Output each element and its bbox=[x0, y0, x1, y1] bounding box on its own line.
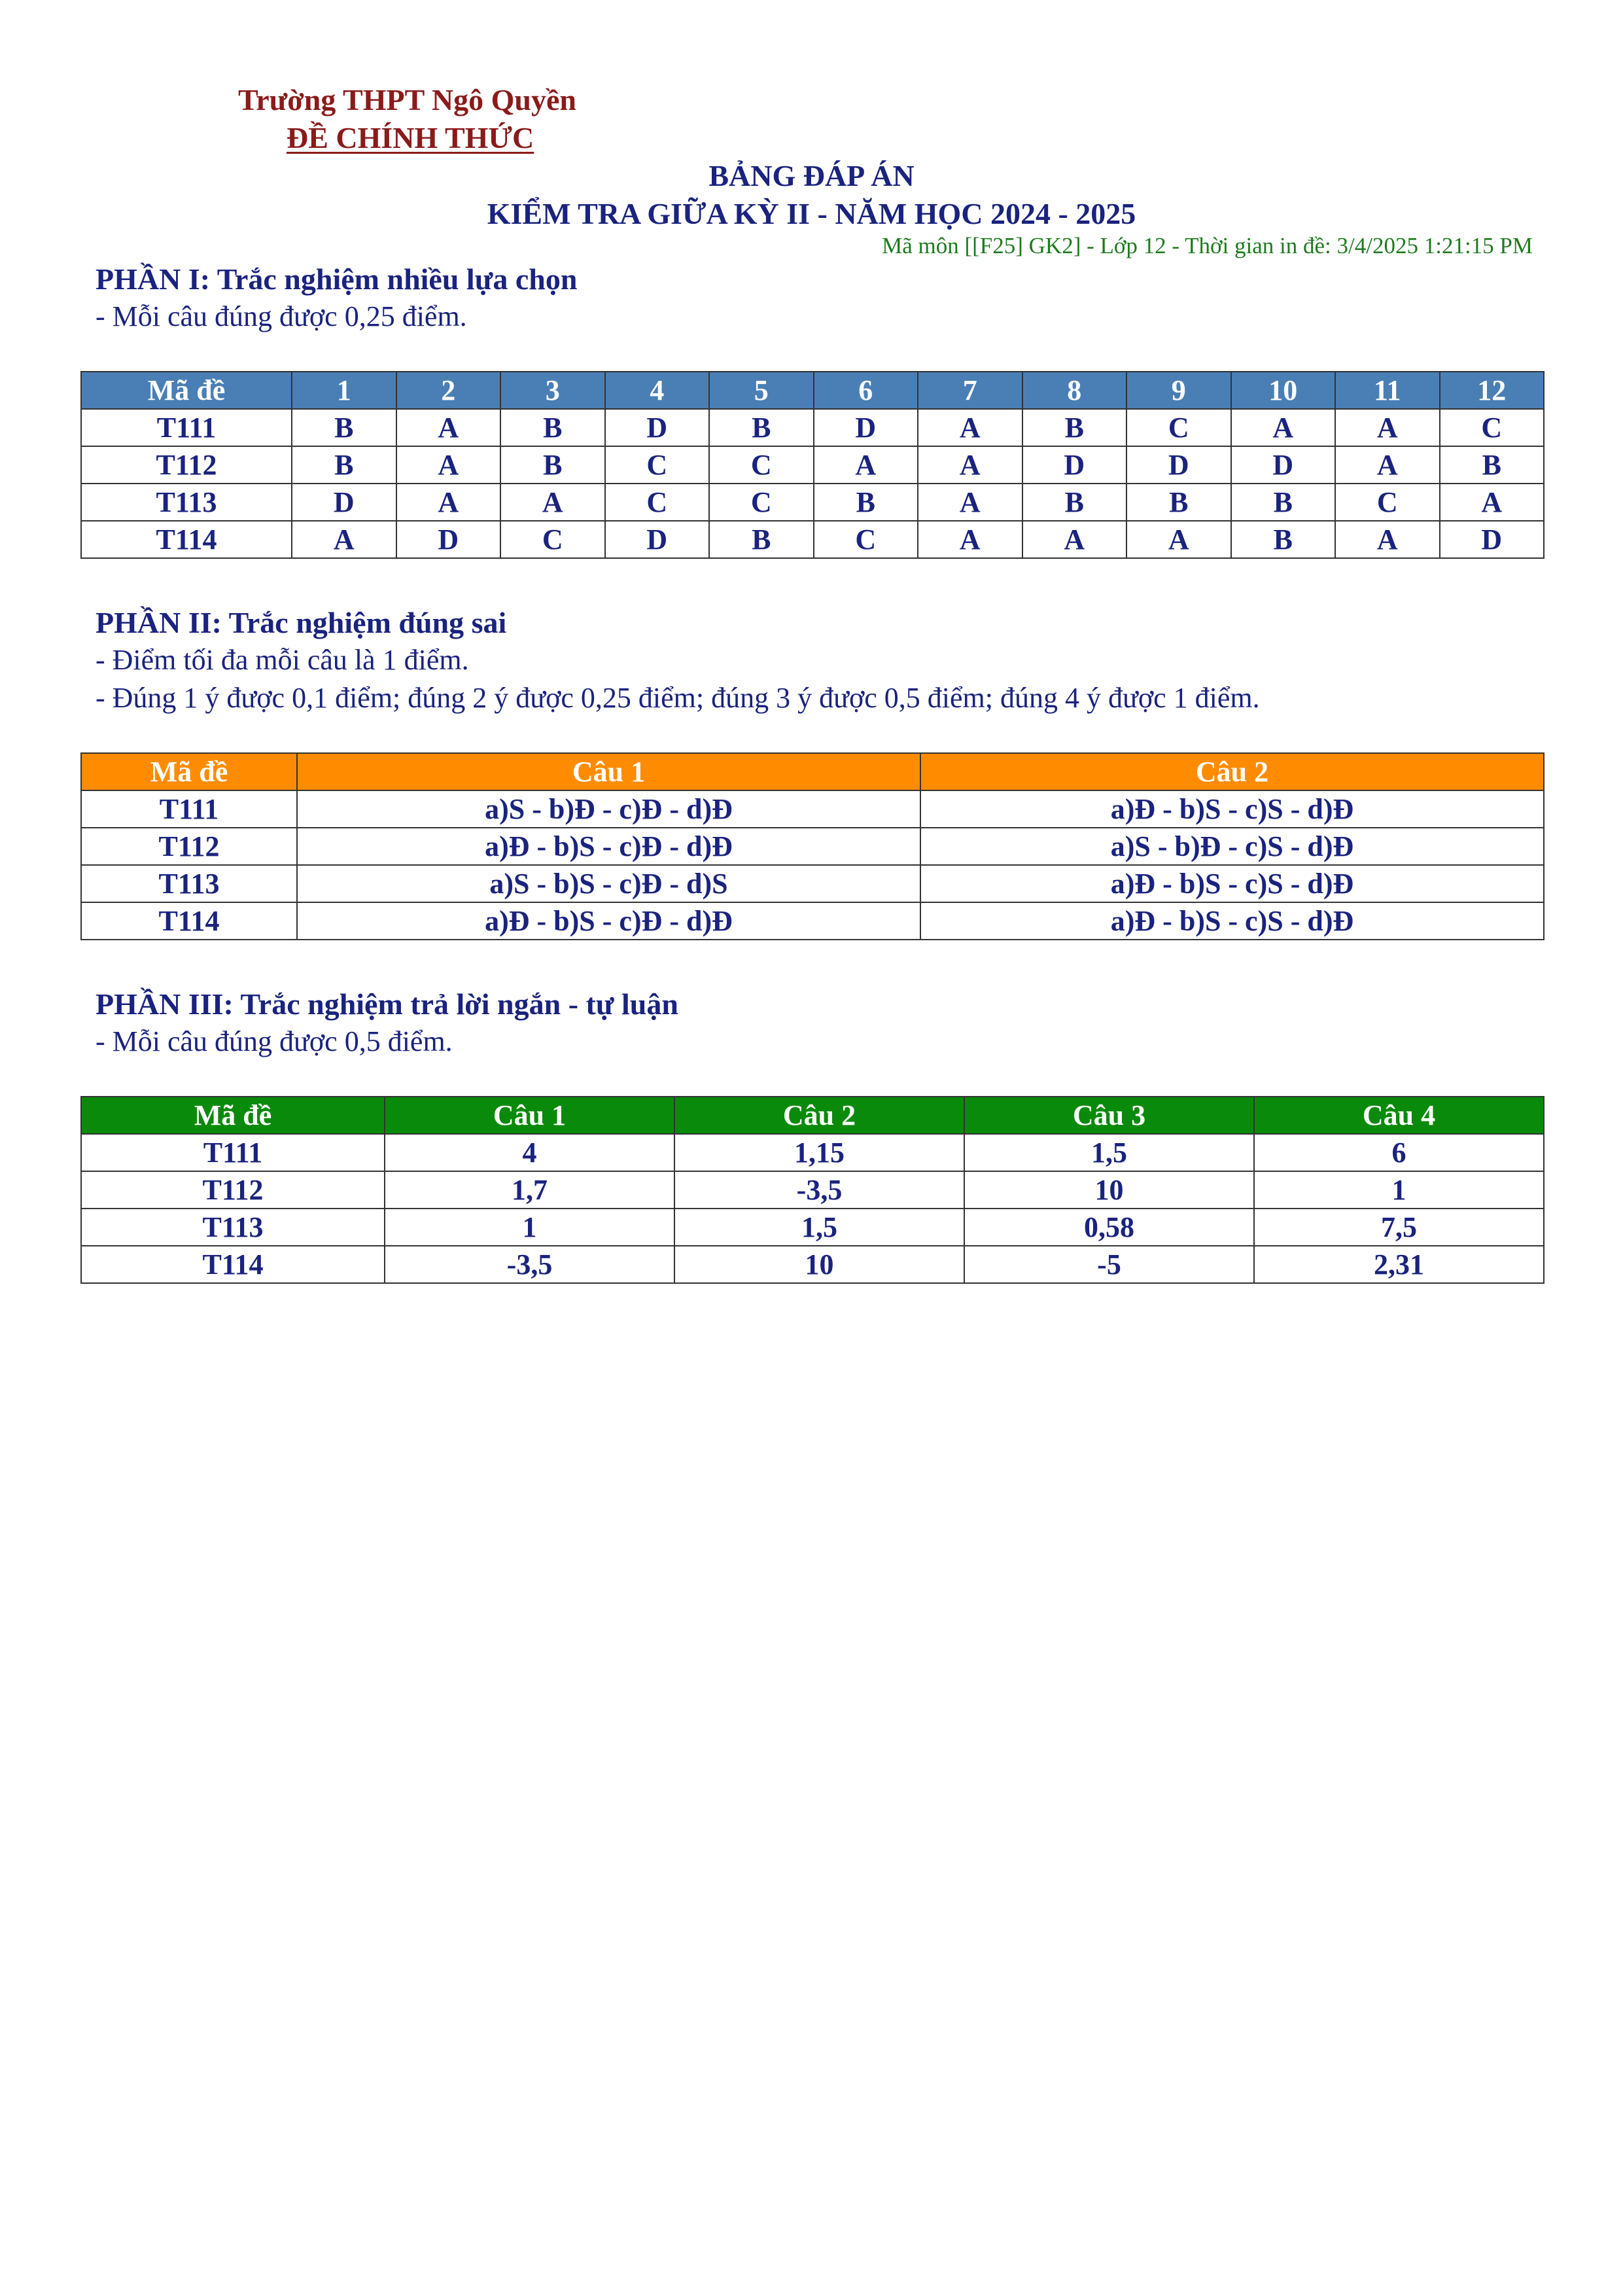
answer-cell: D bbox=[605, 409, 710, 446]
answer-cell: 2,31 bbox=[1254, 1246, 1544, 1283]
column-header: 4 bbox=[605, 372, 710, 409]
answer-cell: B bbox=[1126, 484, 1231, 521]
answer-cell: B bbox=[1231, 521, 1336, 558]
part2-answer-table bbox=[80, 752, 1544, 940]
answer-cell: a)Đ - b)S - c)Đ - d)Đ bbox=[297, 902, 920, 940]
part1-heading: PHẦN I: Trắc nghiệm nhiều lựa chọn bbox=[96, 262, 578, 296]
answer-cell: 7,5 bbox=[1254, 1209, 1544, 1246]
answer-cell: A bbox=[1126, 521, 1231, 558]
answer-cell: B bbox=[1231, 484, 1336, 521]
answer-cell: D bbox=[1440, 521, 1544, 558]
answer-cell: B bbox=[292, 409, 396, 446]
part2-heading: PHẦN II: Trắc nghiệm đúng sai bbox=[96, 606, 507, 639]
part1-note: - Mỗi câu đúng được 0,25 điểm. bbox=[96, 300, 467, 332]
answer-cell: B bbox=[500, 409, 605, 446]
column-header: 3 bbox=[500, 372, 605, 409]
answer-cell: a)Đ - b)S - c)S - d)Đ bbox=[920, 790, 1544, 828]
answer-cell: a)S - b)S - c)Đ - d)S bbox=[297, 865, 920, 902]
answer-cell: A bbox=[814, 446, 918, 484]
document-meta: Mã môn [[F25] GK2] - Lớp 12 - Thời gian in đề: 3/4/2025 1:21:15 PM bbox=[882, 233, 1533, 258]
column-header: 12 bbox=[1440, 372, 1544, 409]
exam-code-cell: T113 bbox=[81, 484, 292, 521]
column-header: 10 bbox=[1231, 372, 1336, 409]
answer-cell: A bbox=[1440, 484, 1544, 521]
column-header: Câu 2 bbox=[920, 753, 1544, 790]
answer-cell: 10 bbox=[674, 1246, 964, 1283]
answer-cell: D bbox=[1126, 446, 1231, 484]
answer-cell: C bbox=[500, 521, 605, 558]
column-header: 7 bbox=[918, 372, 1022, 409]
exam-code-cell: T113 bbox=[81, 865, 297, 902]
column-header: 1 bbox=[292, 372, 396, 409]
exam-code-cell: T111 bbox=[81, 409, 292, 446]
answer-cell: C bbox=[709, 484, 814, 521]
column-header: Câu 4 bbox=[1254, 1097, 1544, 1134]
answer-cell: C bbox=[605, 484, 710, 521]
exam-code-cell: T111 bbox=[81, 790, 297, 828]
answer-cell: A bbox=[500, 484, 605, 521]
answer-cell: A bbox=[396, 446, 501, 484]
answer-cell: A bbox=[1231, 409, 1336, 446]
answer-cell: C bbox=[709, 446, 814, 484]
part2-note-1: - Điểm tối đa mỗi câu là 1 điểm. bbox=[96, 644, 469, 676]
answer-cell: B bbox=[1022, 484, 1127, 521]
answer-cell: 1,5 bbox=[964, 1134, 1254, 1171]
answer-cell: -5 bbox=[964, 1246, 1254, 1283]
answer-cell: 0,58 bbox=[964, 1209, 1254, 1246]
table-row bbox=[81, 828, 1544, 865]
table-header-row bbox=[81, 1097, 1544, 1134]
column-header: 6 bbox=[814, 372, 918, 409]
table-header-row bbox=[81, 753, 1544, 790]
table-row bbox=[81, 521, 1544, 558]
answer-cell: A bbox=[918, 484, 1022, 521]
table-row bbox=[81, 1134, 1544, 1171]
answer-cell: a)S - b)Đ - c)S - d)Đ bbox=[920, 828, 1544, 865]
exam-code-cell: T112 bbox=[81, 1171, 385, 1209]
answer-cell: 4 bbox=[385, 1134, 674, 1171]
answer-cell: B bbox=[814, 484, 918, 521]
answer-cell: a)Đ - b)S - c)Đ - d)Đ bbox=[297, 828, 920, 865]
answer-cell: 1 bbox=[385, 1209, 674, 1246]
answer-cell: A bbox=[292, 521, 396, 558]
answer-cell: -3,5 bbox=[674, 1171, 964, 1209]
answer-cell: B bbox=[1022, 409, 1127, 446]
answer-cell: D bbox=[396, 521, 501, 558]
table-row bbox=[81, 902, 1544, 940]
document-title: BẢNG ĐÁP ÁN bbox=[708, 159, 915, 192]
answer-cell: D bbox=[1231, 446, 1336, 484]
answer-cell: D bbox=[814, 409, 918, 446]
answer-cell: A bbox=[918, 521, 1022, 558]
official-label: ĐỀ CHÍNH THỨC bbox=[287, 121, 534, 154]
exam-code-cell: T114 bbox=[81, 521, 292, 558]
column-header: 8 bbox=[1022, 372, 1127, 409]
answer-cell: A bbox=[1335, 521, 1440, 558]
school-name: Trường THPT Ngô Quyền bbox=[238, 83, 577, 116]
table-header-row bbox=[81, 372, 1544, 409]
answer-cell: a)Đ - b)S - c)S - d)Đ bbox=[920, 865, 1544, 902]
answer-cell: 1 bbox=[1254, 1171, 1544, 1209]
answer-cell: A bbox=[396, 409, 501, 446]
answer-cell: A bbox=[1022, 521, 1127, 558]
column-header: 5 bbox=[709, 372, 814, 409]
column-header-code: Mã đề bbox=[81, 753, 297, 790]
answer-cell: a)S - b)Đ - c)Đ - d)Đ bbox=[297, 790, 920, 828]
answer-cell: C bbox=[814, 521, 918, 558]
column-header: Câu 1 bbox=[385, 1097, 674, 1134]
answer-cell: -3,5 bbox=[385, 1246, 674, 1283]
exam-code-cell: T112 bbox=[81, 828, 297, 865]
column-header: Câu 1 bbox=[297, 753, 920, 790]
answer-cell: C bbox=[1440, 409, 1544, 446]
answer-cell: A bbox=[1335, 409, 1440, 446]
answer-cell: A bbox=[918, 446, 1022, 484]
part3-heading: PHẦN III: Trắc nghiệm trả lời ngắn - tự luận bbox=[96, 987, 678, 1021]
column-header: 2 bbox=[396, 372, 501, 409]
column-header-code: Mã đề bbox=[81, 1097, 385, 1134]
answer-cell: A bbox=[1335, 446, 1440, 484]
answer-cell: D bbox=[1022, 446, 1127, 484]
answer-cell: B bbox=[292, 446, 396, 484]
answer-cell: B bbox=[500, 446, 605, 484]
table-row bbox=[81, 446, 1544, 484]
answer-cell: a)Đ - b)S - c)S - d)Đ bbox=[920, 902, 1544, 940]
table-row bbox=[81, 865, 1544, 902]
answer-cell: 1,15 bbox=[674, 1134, 964, 1171]
answer-cell: D bbox=[292, 484, 396, 521]
answer-cell: C bbox=[1335, 484, 1440, 521]
answer-cell: A bbox=[396, 484, 501, 521]
table-row bbox=[81, 409, 1544, 446]
table-row bbox=[81, 484, 1544, 521]
column-header: 9 bbox=[1126, 372, 1231, 409]
answer-cell: B bbox=[709, 409, 814, 446]
exam-code-cell: T114 bbox=[81, 1246, 385, 1283]
answer-cell: D bbox=[605, 521, 710, 558]
exam-code-cell: T113 bbox=[81, 1209, 385, 1246]
answer-cell: 6 bbox=[1254, 1134, 1544, 1171]
part3-note: - Mỗi câu đúng được 0,5 điểm. bbox=[96, 1025, 453, 1057]
exam-code-cell: T111 bbox=[81, 1134, 385, 1171]
table-row bbox=[81, 790, 1544, 828]
answer-cell: B bbox=[1440, 446, 1544, 484]
part1-answer-table bbox=[80, 371, 1544, 559]
answer-cell: 10 bbox=[964, 1171, 1254, 1209]
column-header: Câu 2 bbox=[674, 1097, 964, 1134]
column-header: 11 bbox=[1335, 372, 1440, 409]
answer-cell: 1,7 bbox=[385, 1171, 674, 1209]
answer-cell: A bbox=[918, 409, 1022, 446]
answer-cell: C bbox=[1126, 409, 1231, 446]
exam-code-cell: T112 bbox=[81, 446, 292, 484]
table-row bbox=[81, 1171, 1544, 1209]
answer-cell: B bbox=[709, 521, 814, 558]
answer-cell: C bbox=[605, 446, 710, 484]
table-row bbox=[81, 1209, 1544, 1246]
part2-note-2: - Đúng 1 ý được 0,1 điểm; đúng 2 ý được 0,25 điểm; đúng 3 ý được 0,5 điểm; đúng 4 ý được 1 điểm. bbox=[96, 682, 1260, 714]
part3-answer-table bbox=[80, 1096, 1544, 1284]
column-header: Câu 3 bbox=[964, 1097, 1254, 1134]
exam-code-cell: T114 bbox=[81, 902, 297, 940]
table-row bbox=[81, 1246, 1544, 1283]
column-header-code: Mã đề bbox=[81, 372, 292, 409]
document-subtitle: KIỂM TRA GIỮA KỲ II - NĂM HỌC 2024 - 2025 bbox=[487, 197, 1136, 230]
answer-cell: 1,5 bbox=[674, 1209, 964, 1246]
